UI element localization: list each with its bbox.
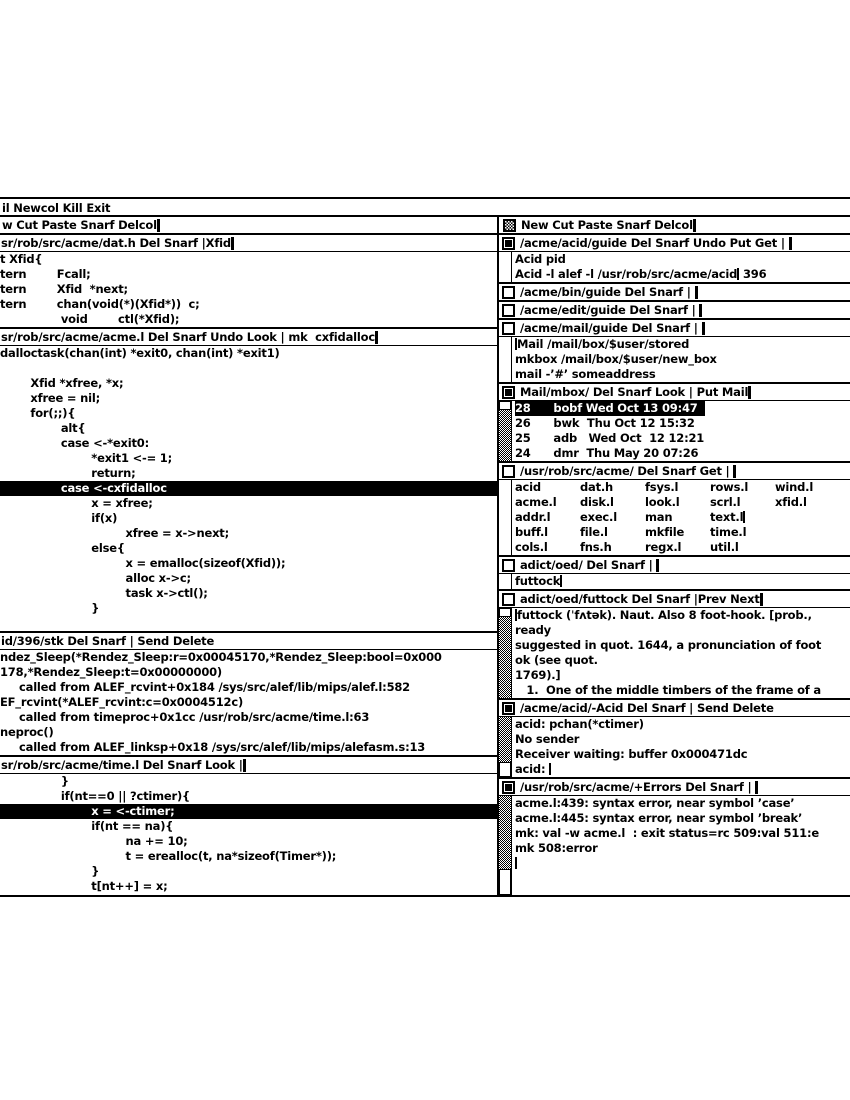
tag-text[interactable]: /acme/acid/-Acid Del Snarf | Send Delete — [520, 701, 774, 715]
scrollbar[interactable] — [499, 608, 512, 698]
body-line[interactable]: task x->ctl(); — [0, 586, 208, 600]
tag-text[interactable]: /acme/acid/guide Del Snarf Undo Put Get | — [520, 236, 789, 250]
file-entry[interactable]: text.l — [710, 510, 744, 524]
body-line[interactable]: acid: — [515, 762, 550, 776]
body-line[interactable]: neproc() — [0, 725, 54, 739]
window-acme-l-tag[interactable] — [0, 329, 497, 346]
body-line[interactable]: x = emalloc(sizeof(Xfid)); — [0, 556, 286, 570]
tag-text[interactable]: Mail/mbox/ Del Snarf Look | Put Mail — [520, 385, 749, 399]
window-srcdir-body[interactable] — [499, 480, 850, 555]
window-menu-box-icon[interactable] — [502, 386, 515, 399]
text-cursor — [157, 219, 160, 232]
column-left-header[interactable] — [0, 217, 497, 235]
window-errors-body[interactable] — [499, 796, 850, 895]
body-line[interactable]: if(nt==0 || ?ctimer){ — [0, 789, 191, 803]
body-line[interactable]: tern chan(void(*)(Xfid*)) c; — [0, 297, 200, 311]
body-line[interactable]: mail -’#’ someaddress — [515, 367, 656, 381]
body-line[interactable]: ok (see quot. — [515, 653, 598, 667]
body-line[interactable]: acme.l:445: syntax error, near symbol ’break’ — [515, 811, 803, 825]
body-line[interactable]: else{ — [0, 541, 125, 555]
body-line[interactable]: xfree = x->next; — [0, 526, 229, 540]
column-right-header[interactable] — [499, 217, 850, 235]
body-line[interactable]: *exit1 <-= 1; — [0, 451, 173, 465]
scrollbar[interactable] — [499, 717, 512, 777]
file-entry[interactable]: acme.l — [515, 495, 557, 509]
file-entry[interactable]: addr.l — [515, 510, 551, 524]
file-entry[interactable]: rows.l — [710, 480, 749, 494]
window-stk-body[interactable] — [0, 650, 497, 755]
body-line[interactable]: tern Fcall; — [0, 267, 91, 281]
window-adict-oed-tag[interactable] — [499, 557, 850, 574]
window-menu-box-icon[interactable] — [502, 781, 515, 794]
file-entry[interactable]: acid — [515, 480, 541, 494]
body-line[interactable]: case <-*exit0: — [0, 436, 149, 450]
body-line[interactable]: mkbox /mail/box/$user/new_box — [515, 352, 717, 366]
body-line[interactable]: return; — [0, 466, 136, 480]
window-edit-guide-tag[interactable] — [499, 302, 850, 318]
file-entry[interactable]: util.l — [710, 540, 739, 554]
text-cursor — [656, 559, 659, 572]
body-line[interactable]: futtock (ˈfʌtək). Naut. Also 8 foot-hook. [prob., — [517, 608, 812, 622]
window-mbox-body[interactable] — [499, 401, 850, 461]
body-line[interactable]: t Xfid{ — [0, 252, 43, 266]
file-entry[interactable]: scrl.l — [710, 495, 741, 509]
window-errors-tag[interactable] — [499, 779, 850, 796]
window-mail-guide — [499, 318, 850, 382]
file-entry[interactable]: cols.l — [515, 540, 548, 554]
tag-text[interactable]: sr/rob/src/acme/acme.l Del Snarf Undo Look | mk cxfidalloc — [1, 330, 375, 344]
body-line[interactable]: 1. One of the middle timbers of the frame of a — [515, 683, 821, 697]
text-cursor — [755, 781, 758, 794]
window-time-l-tag[interactable] — [0, 757, 497, 774]
window-futtock-body[interactable] — [499, 608, 850, 698]
file-entry[interactable]: dat.h — [580, 480, 614, 494]
tag-text[interactable]: adict/oed/ Del Snarf | — [520, 558, 657, 572]
column-layout-box-icon[interactable] — [503, 219, 516, 232]
text-cursor — [748, 386, 751, 399]
body-line[interactable]: dalloctask(chan(int) *exit0, chan(int) *exit1) — [0, 346, 280, 360]
scrollbar-thumb[interactable] — [499, 608, 511, 617]
window-acid-guide-tag[interactable] — [499, 235, 850, 252]
window-acme-l-body[interactable] — [0, 346, 497, 631]
text-cursor — [231, 237, 234, 250]
body-line[interactable]: tern Xfid *next; — [0, 282, 128, 296]
window-dat-h — [0, 235, 497, 327]
body-line[interactable]: na += 10; — [0, 834, 188, 848]
file-entry[interactable]: regx.l — [645, 540, 682, 554]
body-line[interactable] — [515, 856, 850, 871]
message-row[interactable]: 25 adb Wed Oct 12 12:21 — [515, 431, 705, 445]
window-errors — [499, 777, 850, 895]
file-entry[interactable] — [775, 525, 840, 540]
tag-text[interactable]: /acme/mail/guide Del Snarf | — [520, 321, 702, 335]
window-menu-box-icon[interactable] — [502, 286, 515, 299]
window-bin-guide-tag[interactable] — [499, 284, 850, 300]
window-bin-guide — [499, 282, 850, 300]
file-entry[interactable]: xfid.l — [775, 495, 807, 509]
body-line[interactable]: 178,*Rendez_Sleep:t=0x00000000) — [0, 665, 222, 679]
body-line[interactable]: called from ALEF_rcvint+0x184 /sys/src/alef/lib/mips/alef.l:582 — [0, 680, 410, 694]
text-cursor — [760, 593, 763, 606]
body-line[interactable]: ndez_Sleep(*Rendez_Sleep:r=0x00045170,*Rendez_Sleep:bool=0x000 — [0, 650, 442, 664]
message-row[interactable] — [515, 401, 850, 416]
window-stk — [0, 631, 497, 755]
body-line[interactable]: Receiver waiting: buffer 0x000471dc — [515, 747, 748, 761]
file-entry[interactable]: disk.l — [580, 495, 614, 509]
column-left — [0, 217, 497, 895]
body-line[interactable]: Acid -l alef -l /usr/rob/src/acme/acid 396 — [515, 267, 767, 281]
scrollbar-thumb[interactable] — [499, 762, 511, 777]
window-acid-session-body[interactable] — [499, 717, 850, 777]
file-entry[interactable]: wind.l — [775, 480, 814, 494]
window-adict-oed-body[interactable] — [499, 574, 850, 589]
scrollbar[interactable] — [499, 480, 512, 555]
body-line[interactable]: if(nt == na){ — [0, 819, 174, 833]
window-menu-box-icon[interactable] — [502, 593, 515, 606]
window-menu-box-icon[interactable] — [502, 559, 515, 572]
window-acid-guide-body[interactable] — [499, 252, 850, 282]
body-line[interactable]: mk 508:error — [515, 841, 598, 855]
file-grid — [515, 480, 850, 555]
message-row[interactable]: 24 dmr Thu May 20 07:26 — [515, 446, 699, 460]
scrollbar-thumb[interactable] — [499, 401, 511, 410]
file-entry[interactable]: fns.h — [580, 540, 612, 554]
file-entry[interactable]: man — [645, 510, 673, 524]
body-line[interactable]: No sender — [515, 732, 580, 746]
file-entry[interactable]: exec.l — [580, 510, 617, 524]
window-dat-h-body[interactable] — [0, 252, 497, 327]
body-line[interactable]: 1769).] — [515, 668, 561, 682]
body-line[interactable]: void ctl(*Xfid); — [0, 312, 180, 326]
text-cursor — [733, 465, 736, 478]
body-line[interactable]: called from timeproc+0x1cc /usr/rob/src/acme/time.l:63 — [0, 710, 370, 724]
acme-frame — [0, 197, 850, 897]
body-line[interactable]: t[nt++] = x; — [0, 879, 168, 893]
body-line[interactable]: xfree = nil; — [0, 391, 101, 405]
columns — [0, 217, 850, 895]
window-menu-box-icon[interactable] — [502, 322, 515, 335]
body-line[interactable]: t = erealloc(t, na*sizeof(Timer*)); — [0, 849, 337, 863]
body-line[interactable]: alt{ — [0, 421, 86, 435]
body-line[interactable]: } — [0, 601, 100, 615]
file-entry[interactable]: buff.l — [515, 525, 548, 539]
file-entry[interactable] — [775, 540, 840, 555]
body-line[interactable]: EF_rcvint(*ALEF_rcvint:c=0x0004512c) — [0, 695, 243, 709]
body-line[interactable]: alloc x->c; — [0, 571, 191, 585]
acme-main-tag[interactable] — [0, 199, 850, 217]
scrollbar[interactable] — [499, 796, 512, 895]
window-futtock — [499, 589, 850, 698]
window-acid-guide — [499, 235, 850, 282]
scrollbar[interactable] — [499, 337, 512, 382]
column-right-header-text[interactable]: New Cut Paste Snarf Delcol — [521, 218, 693, 232]
window-time-l-body[interactable] — [0, 774, 497, 895]
file-entry[interactable]: file.l — [580, 525, 608, 539]
file-entry[interactable]: look.l — [645, 495, 680, 509]
tag-text[interactable]: /usr/rob/src/acme/+Errors Del Snarf | — [520, 780, 756, 794]
file-entry[interactable]: fsys.l — [645, 480, 679, 494]
window-mail-guide-tag[interactable] — [499, 320, 850, 337]
scrollbar[interactable] — [499, 252, 512, 282]
body-line[interactable]: suggested in quot. 1644, a pronunciation of foot — [515, 638, 822, 652]
body-line[interactable]: for(;;){ — [0, 406, 76, 420]
text-cursor — [560, 575, 562, 587]
window-dat-h-tag[interactable] — [0, 235, 497, 252]
file-entry[interactable] — [775, 510, 840, 525]
body-line[interactable]: Mail /mail/box/$user/stored — [517, 337, 690, 351]
column-left-header-text[interactable]: w Cut Paste Snarf Delcol — [2, 218, 157, 232]
body-line[interactable]: x = xfree; — [0, 496, 153, 510]
text-cursor — [243, 759, 246, 772]
window-adict-oed — [499, 555, 850, 589]
body-line[interactable]: if(x) — [0, 511, 118, 525]
body-line[interactable]: mk: val -w acme.l : exit status=rc 509:val 511:e — [515, 826, 819, 840]
text-cursor — [743, 511, 745, 523]
window-acme-l — [0, 327, 497, 631]
message-row[interactable]: 26 bwk Thu Oct 12 15:32 — [515, 416, 695, 430]
file-entry[interactable]: mkfile — [645, 525, 685, 539]
tag-text[interactable]: /acme/bin/guide Del Snarf | — [520, 285, 695, 299]
body-line[interactable]: acid: pchan(*ctimer) — [515, 717, 644, 731]
window-mail-guide-body[interactable] — [499, 337, 850, 382]
text-cursor — [375, 331, 378, 344]
window-futtock-tag[interactable] — [499, 591, 850, 608]
file-entry[interactable]: time.l — [710, 525, 747, 539]
body-line[interactable]: futtock — [515, 574, 561, 588]
window-menu-box-icon[interactable] — [502, 237, 515, 250]
text-cursor — [789, 237, 792, 250]
text-cursor — [702, 322, 705, 335]
text-cursor — [549, 763, 551, 775]
tag-text[interactable]: /acme/edit/guide Del Snarf | — [520, 303, 700, 317]
selected-line[interactable]: case <-cxfidalloc — [0, 481, 497, 496]
body-line[interactable]: } — [0, 774, 69, 788]
body-line[interactable] — [0, 616, 497, 631]
tag-text[interactable]: /usr/rob/src/acme/ Del Snarf Get | — [520, 464, 734, 478]
scrollbar[interactable] — [499, 574, 512, 589]
selected-message[interactable]: 28 bobf Wed Oct 13 09:47 — [515, 401, 705, 416]
window-mbox-tag[interactable] — [499, 384, 850, 401]
text-cursor — [515, 857, 517, 869]
tag-text[interactable]: adict/oed/futtock Del Snarf |Prev Next — [520, 592, 760, 606]
body-line[interactable]: called from ALEF_linksp+0x18 /sys/src/alef/lib/mips/alefasm.s:13 — [0, 740, 426, 754]
body-line[interactable]: acme.l:439: syntax error, near symbol ’case’ — [515, 796, 795, 810]
text-cursor — [695, 286, 698, 299]
window-acid-session-tag[interactable] — [499, 700, 850, 717]
window-mbox — [499, 382, 850, 461]
tag-text[interactable]: sr/rob/src/acme/dat.h Del Snarf |Xfid — [1, 236, 231, 250]
window-time-l — [0, 755, 497, 895]
window-menu-box-icon[interactable] — [502, 465, 515, 478]
text-cursor — [699, 304, 702, 317]
main-tag-text[interactable]: il Newcol Kill Exit — [2, 201, 111, 215]
body-line[interactable]: Acid pid — [515, 252, 566, 266]
column-right — [497, 217, 850, 895]
window-srcdir-tag[interactable] — [499, 463, 850, 480]
window-acid-session — [499, 698, 850, 777]
window-edit-guide — [499, 300, 850, 318]
scrollbar-thumb[interactable] — [499, 869, 511, 895]
body-line[interactable]: Xfid *xfree, *x; — [0, 376, 124, 390]
window-srcdir — [499, 461, 850, 555]
scrollbar[interactable] — [499, 401, 512, 461]
window-stk-tag[interactable] — [0, 633, 497, 650]
tag-text[interactable]: sr/rob/src/acme/time.l Del Snarf Look | — [1, 758, 243, 772]
body-line[interactable]: ready — [515, 623, 551, 637]
window-menu-box-icon[interactable] — [502, 304, 515, 317]
tag-text[interactable]: id/396/stk Del Snarf | Send Delete — [1, 634, 215, 648]
text-cursor — [693, 219, 696, 232]
window-menu-box-icon[interactable] — [502, 702, 515, 715]
body-line[interactable] — [0, 361, 497, 376]
body-line[interactable]: } — [0, 864, 100, 878]
selected-line[interactable]: x = <-ctimer; — [0, 804, 497, 819]
